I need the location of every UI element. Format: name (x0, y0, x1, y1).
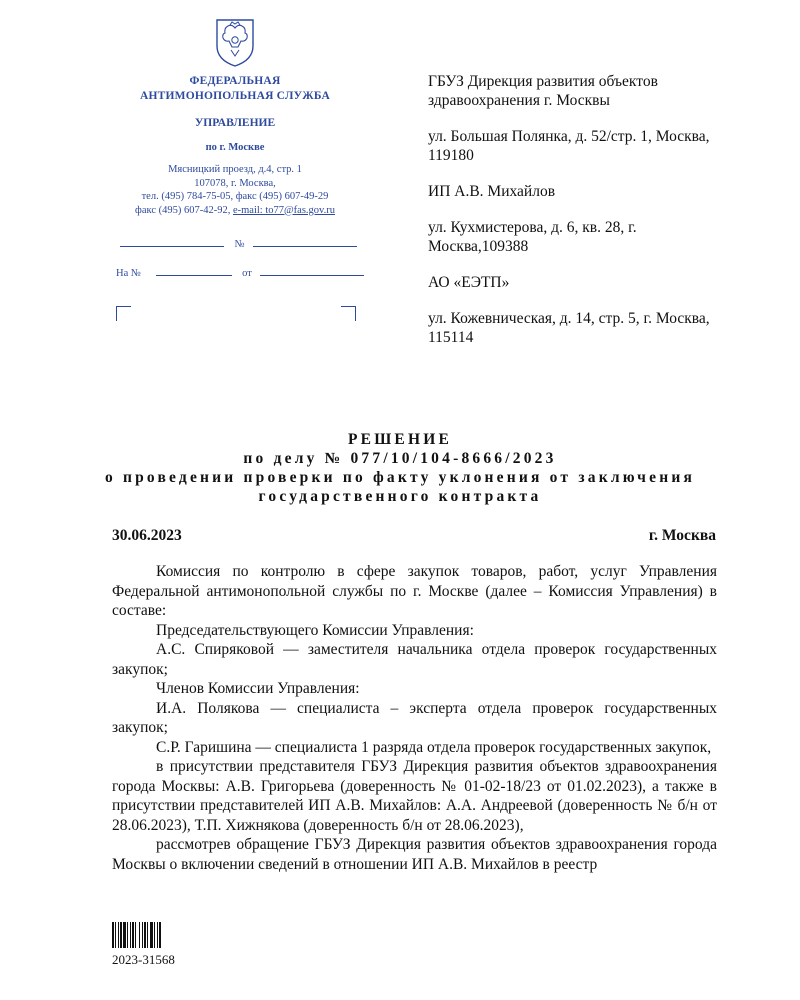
body-paragraph: И.А. Полякова — специалиста – эксперта отдела проверок государственных закупок; (112, 699, 717, 736)
incoming-number-line (116, 265, 364, 279)
org-name-line2: АНТИМОНОПОЛЬНАЯ СЛУЖБА (139, 90, 331, 102)
outgoing-number-line (120, 236, 357, 250)
letterhead (100, 10, 370, 217)
address-line: 107078, г. Москва, (194, 177, 276, 189)
coat-of-arms-icon (213, 16, 257, 68)
body-paragraph: рассмотрев обращение ГБУЗ Дирекция развития объектов здравоохранения города Москвы о включении сведений в отношении ИП А.В. Михайлов в реестр (112, 836, 717, 873)
incoming-number-blank (156, 265, 232, 276)
body-paragraph: в присутствии представителя ГБУЗ Дирекция развития объектов здравоохранения города Москвы: А.В. Григорьева (доверенность № 01-02-18/23 от 01.02.2023), а также в присутствии представителей ИП А.В. Михайлов: А.А. Андреевой (доверенность № б/н от 28.06.2023), Т.П. Хижнякова (доверенность б/н от 28.06.2023), (112, 758, 717, 834)
phone-line: тел. (495) 784-75-05, факс (495) 607-49-29 (141, 191, 329, 202)
recipients-block (428, 72, 728, 364)
decision-body (112, 562, 717, 874)
fax-text: факс (495) 607-42-92, (135, 204, 231, 216)
barcode-icon (112, 922, 184, 948)
outgoing-number-blank (253, 236, 357, 247)
ot-label: от (242, 268, 252, 279)
body-paragraph: Комиссия по контролю в сфере закупок товаров, работ, услуг Управления Федеральной антимонопольной службы по г. Москве (далее – Комиссия Управления) в составе: (112, 563, 717, 619)
body-paragraph: А.С. Спиряковой — заместителя начальника отдела проверок государственных закупок; (112, 641, 717, 678)
barcode-number: 2023-31568 (112, 952, 175, 967)
decision-place: г. Москва (648, 527, 716, 544)
email-link[interactable]: e-mail: to77@fas.gov.ru (232, 204, 335, 216)
title-line: РЕШЕНИЕ (347, 431, 453, 448)
recipient-line: ул. Большая Полянка, д. 52/стр. 1, Москва, 119180 (428, 128, 710, 164)
recipient-line: ул. Кожевническая, д. 14, стр. 5, г. Москва, 115114 (428, 310, 710, 346)
org-city: по г. Москве (205, 142, 265, 153)
decision-date: 30.06.2023 (112, 527, 182, 544)
outgoing-date-blank (120, 236, 224, 247)
decision-title (80, 430, 720, 506)
na-no-label: На № (116, 268, 141, 279)
body-paragraph: Председательствующего Комиссии Управления: (156, 621, 474, 639)
org-address (100, 163, 370, 217)
recipient-line: ул. Кухмистерова, д. 6, кв. 28, г. Москва,109388 (428, 219, 637, 255)
recipient-line: АО «ЕЭТП» (428, 274, 510, 291)
corner-mark-right (341, 306, 356, 321)
recipient-line: ГБУЗ Дирекция развития объектов здравоохранения г. Москвы (428, 73, 658, 109)
title-line: о проведении проверки по факту уклонения от заключения (104, 469, 696, 486)
number-sign: № (234, 239, 245, 250)
incoming-date-blank (260, 265, 364, 276)
recipient-line: ИП А.В. Михайлов (428, 183, 556, 200)
title-line: по делу № 077/10/104-8666/2023 (243, 450, 557, 467)
org-name-line1: ФЕДЕРАЛЬНАЯ (189, 75, 281, 87)
title-line: государственного контракта (258, 488, 542, 505)
body-paragraph: С.Р. Гаришина — специалиста 1 разряда отдела проверок государственных закупок, (156, 738, 712, 756)
address-line: Мясницкий проезд, д.4, стр. 1 (168, 164, 302, 175)
body-paragraph: Членов Комиссии Управления: (156, 680, 360, 697)
corner-mark-left (116, 306, 131, 321)
org-department: УПРАВЛЕНИЕ (194, 117, 276, 129)
fax-email-line (100, 204, 370, 218)
